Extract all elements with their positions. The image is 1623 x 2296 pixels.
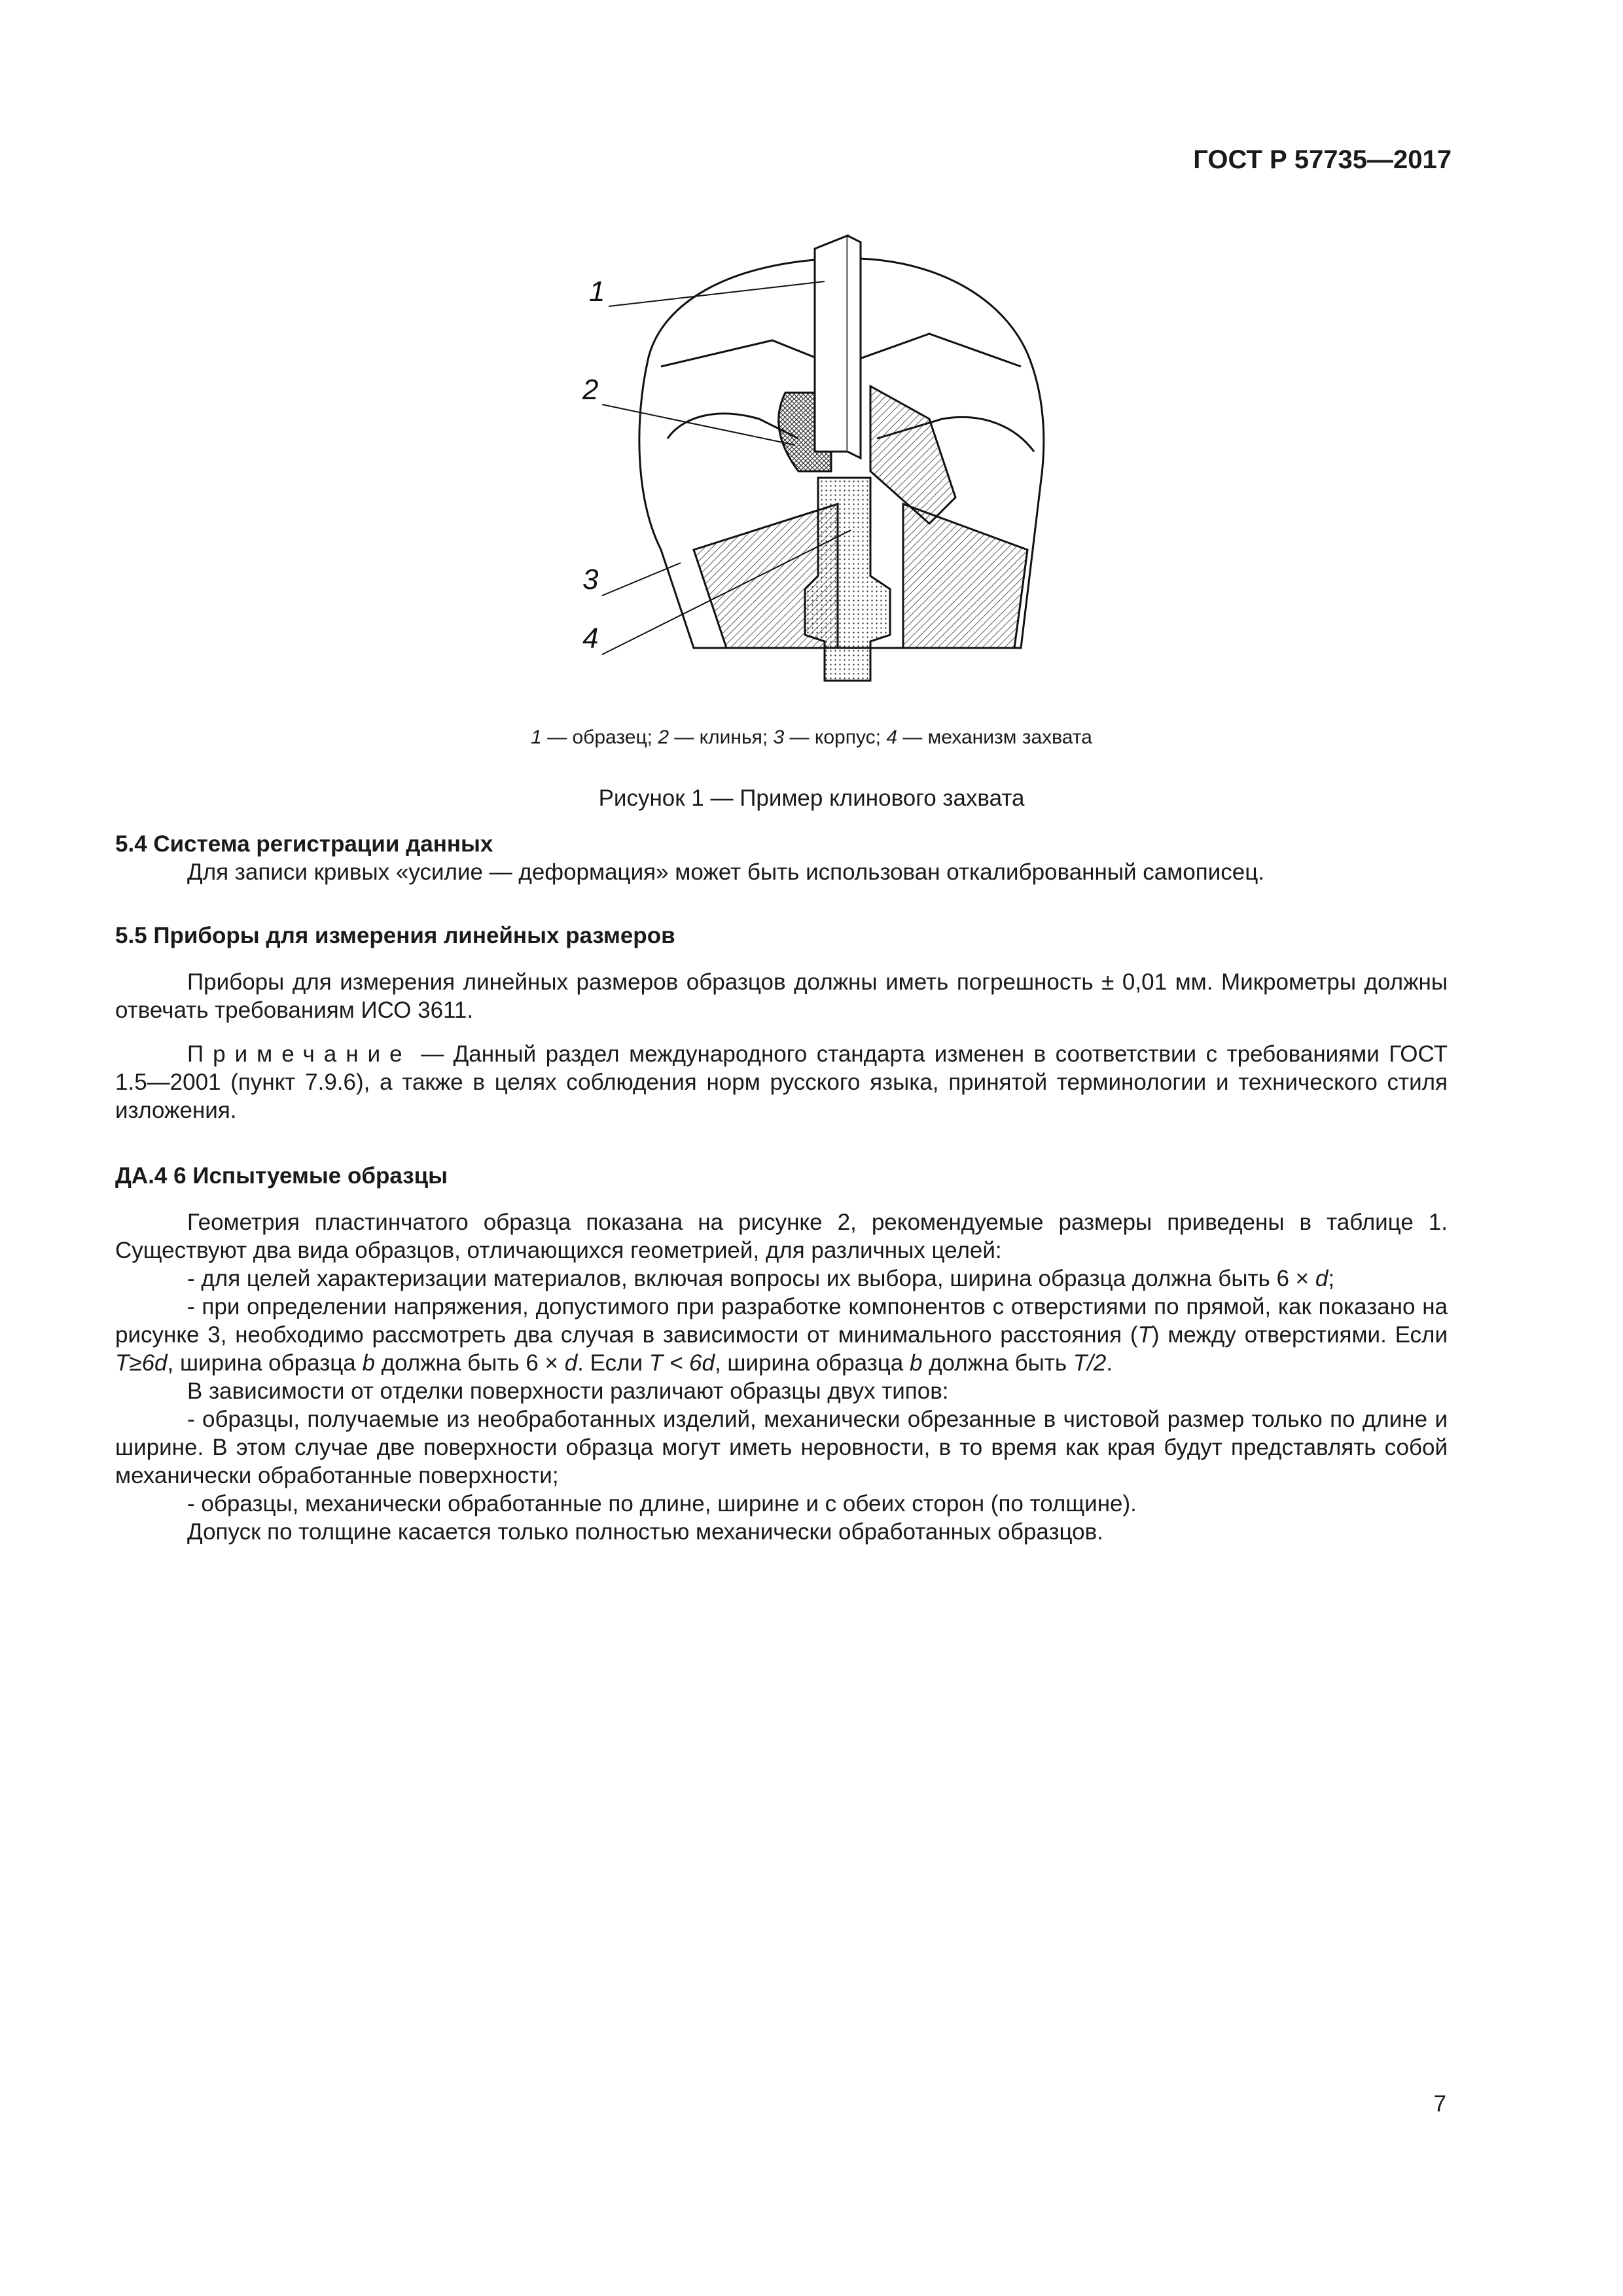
specimen-bar xyxy=(815,236,847,452)
section-5-4 xyxy=(115,830,1448,886)
da-4-6-paragraph-2: В зависимости от отделки поверхности различают образцы двух типов: xyxy=(187,1378,949,1404)
figure-legend: 1 — образец; 2 — клинья; 3 — корпус; 4 — механизм захвата xyxy=(531,726,1092,748)
callout-1: 1 xyxy=(589,276,605,308)
da-4-6-bullet-2: - при определении напряжения, допустимого при разработке компонентов с отверстиями по прямой, как показано на рисунке 3, необходимо рассмотреть два случая в зависимости от минимального расстояния (T) между отверстиями. Если T≥6d, ширина образца b должна быть 6 × d. Если T < 6d, ширина образца b должна быть T/2. xyxy=(115,1294,1448,1376)
section-5-5 xyxy=(115,922,1448,1124)
section-5-4-text: Для записи кривых «усилие — деформация» может быть использован откалиброванный самописец. xyxy=(187,859,1264,885)
figure-caption: Рисунок 1 — Пример клинового захвата xyxy=(598,785,1025,811)
callout-3: 3 xyxy=(582,564,599,596)
wedge-grip-figure xyxy=(563,223,1073,694)
callout-4: 4 xyxy=(582,622,599,655)
section-5-5-heading: 5.5 Приборы для измерения линейных размеров xyxy=(115,923,675,948)
wedge-grip-drawing xyxy=(563,223,1073,694)
da-4-6-paragraph-3: Допуск по толщине касается только полностью механически обработанных образцов. xyxy=(187,1519,1103,1545)
section-5-4-heading: 5.4 Система регистрации данных xyxy=(115,831,493,857)
da-4-6-bullet-3: - образцы, получаемые из необработанных изделий, механически обрезанные в чистовой размер только по длине и ширине. В этом случае две поверхности образца могут иметь неровности, в то время как края будут представлять собой механически обработанные поверхности; xyxy=(115,1407,1448,1488)
section-5-5-paragraph: Приборы для измерения линейных размеров образцов должны иметь погрешность ± 0,01 мм. Микрометры должны отвечать требованиям ИСО 3611. xyxy=(115,969,1448,1023)
section-da-4-6-heading: ДА.4 6 Испытуемые образцы xyxy=(115,1163,448,1189)
callout-2: 2 xyxy=(582,374,599,406)
da-4-6-paragraph-1: Геометрия пластинчатого образца показана на рисунке 2, рекомендуемые размеры приведены в таблице 1. Существуют два вида образцов, отличающихся геометрией, для различных целей: xyxy=(115,1210,1448,1263)
section-da-4-6 xyxy=(115,1162,1448,1546)
section-5-5-note: Примечание — Данный раздел международного стандарта изменен в соответствии с требованиями ГОСТ 1.5—2001 (пункт 7.9.6), а также в целях соблюдения норм русского языка, принятой терминологии и технического стиля изложения. xyxy=(115,1041,1448,1123)
document-number: ГОСТ Р 57735—2017 xyxy=(1193,145,1452,174)
page-number: 7 xyxy=(1433,2091,1446,2117)
da-4-6-bullet-1: - для целей характеризации материалов, включая вопросы их выбора, ширина образца должна быть 6 × d; xyxy=(187,1266,1335,1291)
da-4-6-bullet-4: - образцы, механически обработанные по длине, ширине и с обеих сторон (по толщине). xyxy=(187,1491,1137,1516)
